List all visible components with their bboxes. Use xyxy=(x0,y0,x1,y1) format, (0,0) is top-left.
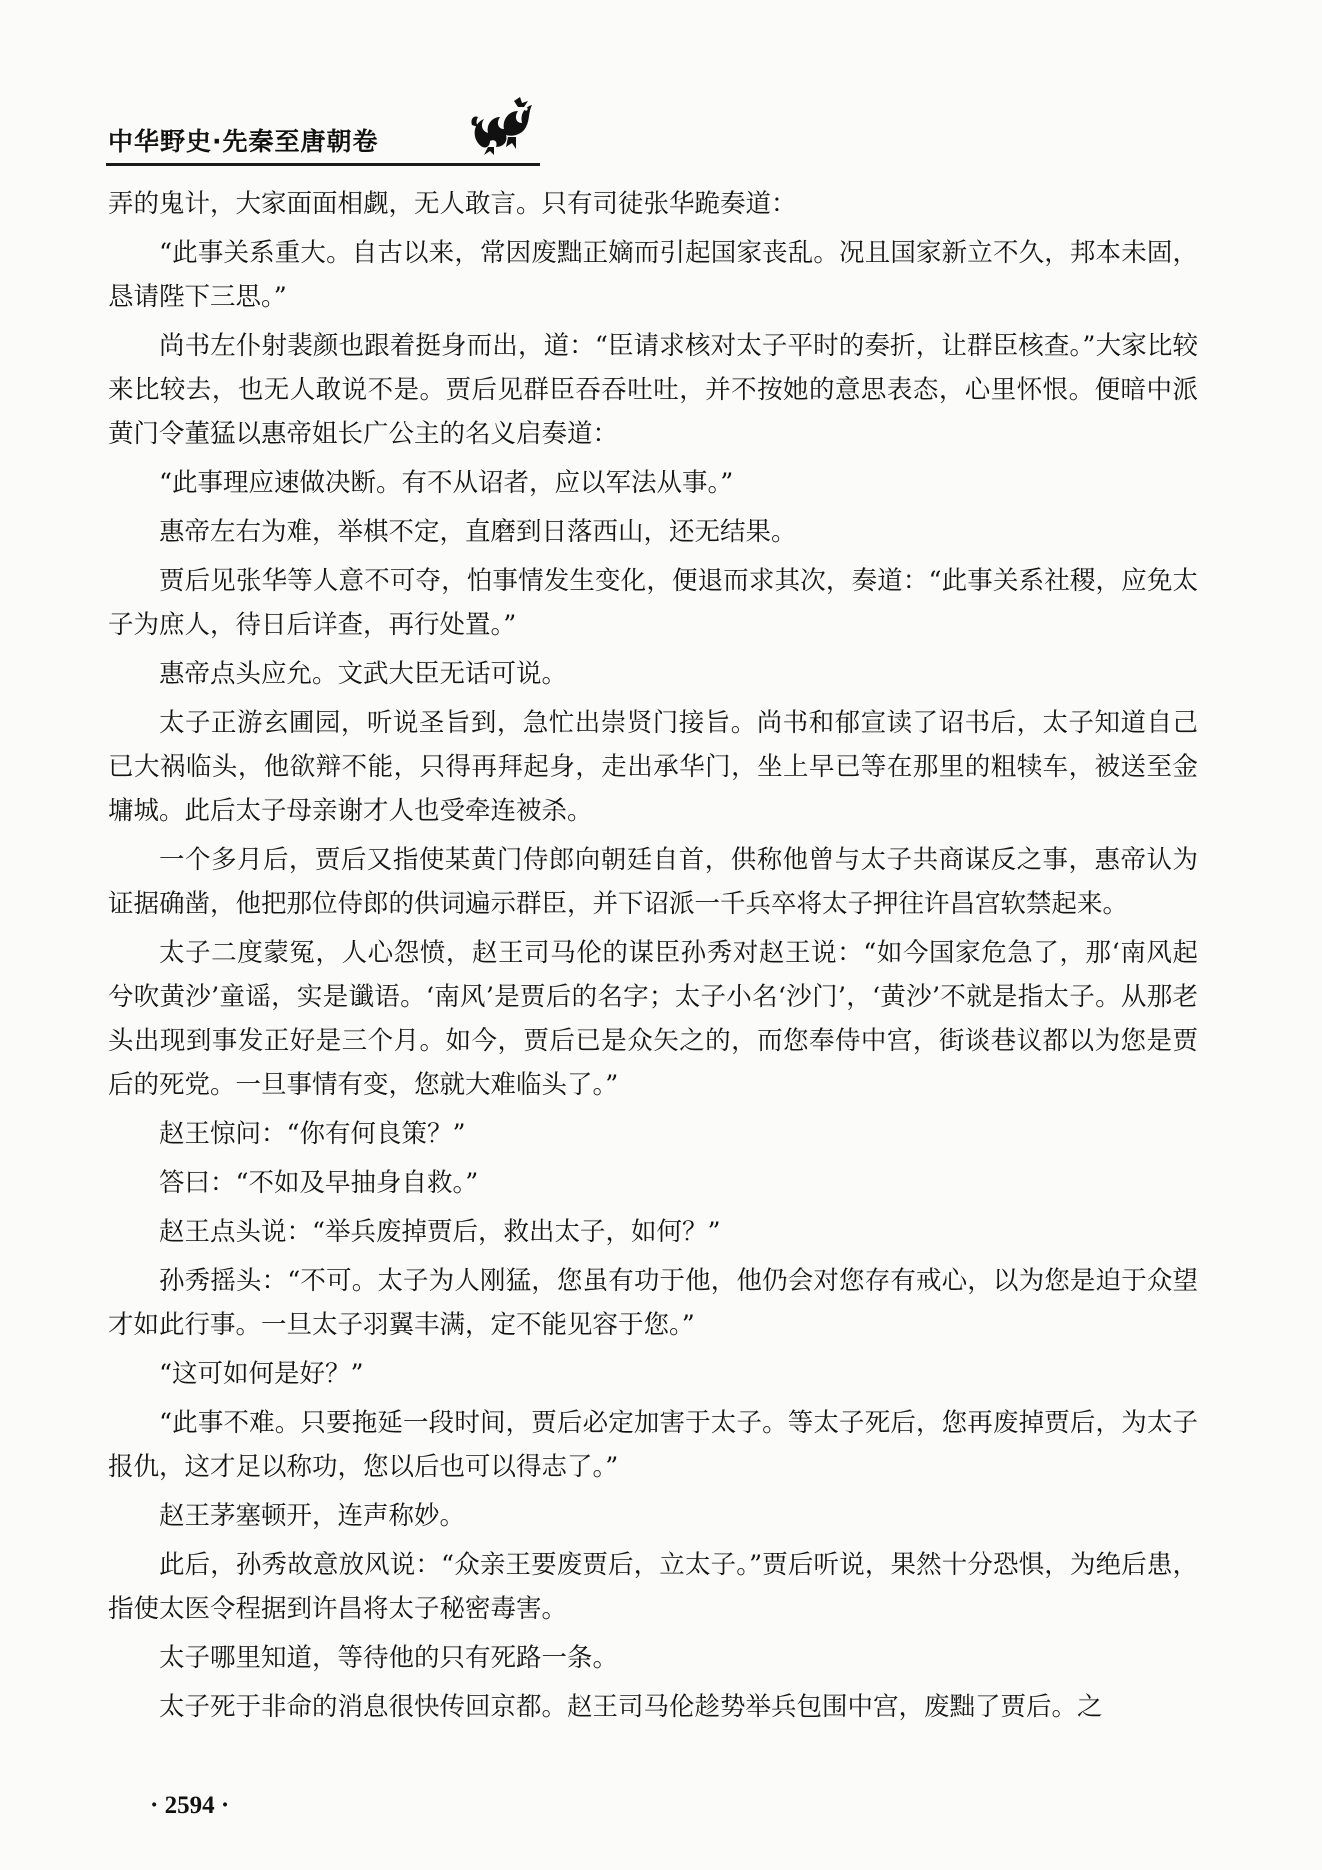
paragraph: 此后，孙秀故意放风说：“众亲王要废贾后，立太子。”贾后听说，果然十分恐惧，为绝后患，指使太医令程据到许昌将太子秘密毒害。 xyxy=(108,1550,1198,1624)
page-number: · 2594 · xyxy=(150,1792,230,1819)
paragraph: 太子死于非命的消息很快传回京都。赵王司马伦趁势举兵包围中宫，废黜了贾后。之 xyxy=(159,1692,1103,1722)
paragraph: 弄的鬼计，大家面面相觑，无人敢言。只有司徒张华跪奏道： xyxy=(108,189,797,219)
paragraph: 赵王点头说：“举兵废掉贾后，救出太子，如何？” xyxy=(159,1217,721,1247)
dragon-emblem-icon xyxy=(468,95,536,157)
paragraph: 答曰：“不如及早抽身自救。” xyxy=(159,1168,479,1198)
paragraph: “此事关系重大。自古以来，常因废黜正嫡而引起国家丧乱。况且国家新立不久，邦本未固，恳请陛下三思。” xyxy=(108,238,1198,312)
paragraph: 贾后见张华等人意不可夺，怕事情发生变化，便退而求其次，奏道：“此事关系社稷，应免太子为庶人，待日后详查，再行处置。” xyxy=(108,566,1198,640)
paragraph: 孙秀摇头：“不可。太子为人刚猛，您虽有功于他，他仍会对您存有戒心，以为您是迫于众望才如此行事。一旦太子羽翼丰满，定不能见容于您。” xyxy=(108,1266,1198,1340)
paragraph: 惠帝点头应允。文武大臣无话可说。 xyxy=(159,659,568,689)
header-rule xyxy=(106,163,540,166)
paragraph: “此事不难。只要拖延一段时间，贾后必定加害于太子。等太子死后，您再废掉贾后，为太子报仇，这才足以称功，您以后也可以得志了。” xyxy=(108,1408,1198,1482)
running-header-title: 中华野史·先秦至唐朝卷 xyxy=(108,127,379,156)
paragraph: “此事理应速做决断。有不从诏者，应以军法从事。” xyxy=(159,468,734,498)
paragraph: 太子正游玄圃园，听说圣旨到，急忙出崇贤门接旨。尚书和郁宣读了诏书后，太子知道自己已大祸临头，他欲辩不能，只得再拜起身，走出承华门，坐上早已等在那里的粗犊车，被送至金墉城。此后太子母亲谢才人也受牵连被杀。 xyxy=(108,708,1198,826)
paragraph: “这可如何是好？” xyxy=(159,1359,364,1389)
paragraph: 惠帝左右为难，举棋不定，直磨到日落西山，还无结果。 xyxy=(159,517,797,547)
paragraph: 赵王惊问：“你有何良策？” xyxy=(159,1119,466,1149)
paragraph: 太子哪里知道，等待他的只有死路一条。 xyxy=(159,1643,619,1673)
paragraph: 尚书左仆射裴颜也跟着挺身而出，道：“臣请求核对太子平时的奏折，让群臣核查。”大家比较来比较去，也无人敢说不是。贾后见群臣吞吞吐吐，并不按她的意思表态，心里怀恨。便暗中派黄门令董猛以惠帝姐长广公主的名义启奏道： xyxy=(108,331,1198,449)
paragraph: 一个多月后，贾后又指使某黄门侍郎向朝廷自首，供称他曾与太子共商谋反之事，惠帝认为证据确凿，他把那位侍郎的供词遍示群臣，并下诏派一千兵卒将太子押往许昌宫软禁起来。 xyxy=(108,845,1198,919)
body-text xyxy=(108,182,1198,1734)
paragraph: 太子二度蒙冤，人心怨愤，赵王司马伦的谋臣孙秀对赵王说：“如今国家危急了，那‘南风起兮吹黄沙’童谣，实是谶语。‘南风’是贾后的名字；太子小名‘沙门’，‘黄沙’不就是指太子。从那老头出现到事发正好是三个月。如今，贾后已是众矢之的，而您奉侍中宫，街谈巷议都以为您是贾后的死党。一旦事情有变，您就大难临头了。” xyxy=(108,938,1198,1100)
paragraph: 赵王茅塞顿开，连声称妙。 xyxy=(159,1501,466,1531)
